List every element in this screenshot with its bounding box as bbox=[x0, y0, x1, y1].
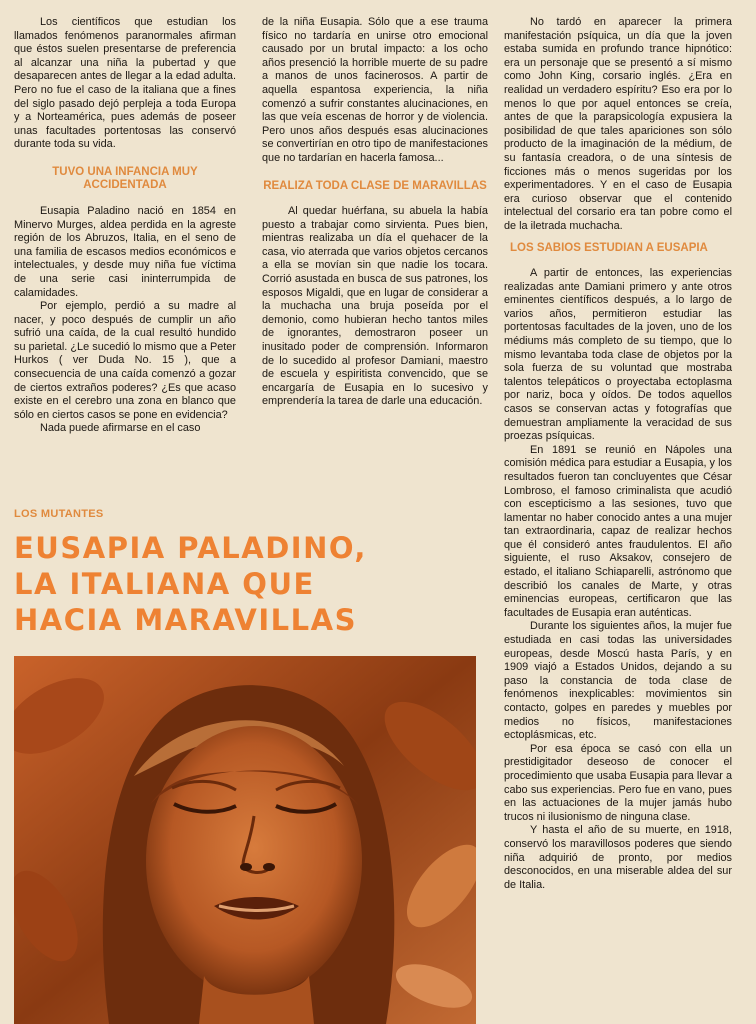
portrait-photo bbox=[14, 656, 476, 1024]
section-kicker: LOS MUTANTES bbox=[14, 508, 104, 520]
column-1 bbox=[14, 16, 236, 436]
body-paragraph: En 1891 se reunió en Nápoles una comisión médica para estudiar a Eusapia, y los resultados fueron tan concluyentes que César Lombroso, el famoso criminalista que acudió con escepticismo a las sesiones, tuvo que lamentar no haber conocido antes a una mujer tan extraordinaria, capaz de realizar hechos que él consideró antes fraudulentos. El año siguiente, el ruso Aksakov, consejero de estado, el italiano Schiaparelli, astrónomo que describió los canales de Marte, y otras eminencias europeas, certificaron que las facultades de Eusapia eran auténticas. bbox=[504, 443, 732, 619]
body-paragraph: Eusapia Paladino nació en 1854 en Minervo Murges, aldea perdida en la agreste región de los Abruzos, Italia, en el seno de una familia de escasos medios económicos e intelectuales, y desde muy niña fue víctima de una serie casi ininterrumpida de calamidades. bbox=[14, 204, 236, 299]
body-paragraph: Durante los siguientes años, la mujer fue estudiada en casi todas las universidades europeas, desde Moscú hasta París, y en 1909 viajó a Estados Unidos, dejando a su paso la constancia de toda clase de fenómenos inexplicables: movimientos sin contacto, golpes en paredes y muebles por medios no físicos, manifestaciones ectoplásmicas, etc. bbox=[504, 620, 732, 742]
column-2 bbox=[262, 16, 488, 409]
portrait-illustration bbox=[14, 656, 476, 1024]
article-headline bbox=[14, 530, 492, 638]
intro-paragraph: Los científicos que estudian los llamados fenómenos paranormales afirman que éstos suelen presentarse de preferencia al alcanzar una niña la pubertad y que desaparecen antes de llegar a la edad adulta. Pero no fue el caso de la italiana que a fines del siglo pasado dejó perpleja a toda Europa y a Norteamérica, pues además de poseer unas facultades portentosas las conservó durante toda su vida. bbox=[14, 16, 236, 151]
subheading-sabios: LOS SABIOS ESTUDIAN A EUSAPIA bbox=[510, 241, 708, 254]
subheading-infancia: TUVO UNA INFANCIA MUY ACCIDENTADA bbox=[52, 165, 198, 192]
body-paragraph: No tardó en aparecer la primera manifestación psíquica, un día que la joven estaba sumida en profundo trance hipnótico: era un personaje que se presentó a sí mismo como John King, corsario inglés. ¿Era en realidad un verdadero espíritu? Eso era por lo menos lo que por aquel entonces se creía, antes de que la parapsicología expusiera la posibilidad de que tales apariciones son sólo producto de la imaginación de la médium, de su fantasía creadora, o de una síntesis de ficciones más o menos sugeridas por los experimentadores. Y en el caso de Eusapia era curioso observar que el contenido intelectual del corsario era tan pobre como el de la iletrada muchacha. bbox=[504, 16, 732, 232]
headline-line-2: LA ITALIANA QUE bbox=[14, 567, 315, 601]
body-paragraph: Por ejemplo, perdió a su madre al nacer, y poco después de cumplir un año sufrió una caída, de la cual resultó hundido su parietal. ¿Le sucedió lo mismo que a Peter Hurkos ( ver Duda No. 15 ), que a consecuencia de una caída comenzó a gozar de ciertos extraños poderes? ¿Es que acaso existe en el cerebro una zona en blanco que sólo en ciertos casos se pone en evidencia? bbox=[14, 300, 236, 421]
body-paragraph: A partir de entonces, las experiencias realizadas ante Damiani primero y ante otros eminentes científicos después, a lo largo de varios años, permitieron estudiar las portentosas facultades de la joven, uno de los médiums más completo de su tiempo, que lo mismo levantaba toda clase de objetos por la sola fuerza de su voluntad que mostraba talentos telepáticos o proyectaba ectoplasma por nariz, boca y oídos. De todos aquellos casos se conservan actas y fotografías que demuestran ampliamente la veracidad de sus proezas psíquicas. bbox=[504, 267, 732, 443]
body-paragraph: Por esa época se casó con ella un prestidigitador deseoso de conocer el procedimiento que usaba Eusapia para llevar a cabo sus experiencias. Pero fue en vano, pues en las actuaciones de la mujer jamás hubo trucos ni ilusionismo de ninguna clase. bbox=[504, 742, 732, 823]
headline-line-1: EUSAPIA PALADINO, bbox=[14, 531, 367, 565]
headline-line-3: HACIA MARAVILLAS bbox=[14, 603, 357, 637]
column-3 bbox=[504, 16, 732, 892]
subheading-maravillas: REALIZA TODA CLASE DE MARAVILLAS bbox=[263, 179, 487, 192]
body-paragraph: de la niña Eusapia. Sólo que a ese trauma físico no tardaría en unirse otro emocional causado por un brutal impacto: a los ocho años presenció la horrible muerte de su padre a manos de unos facinerosos. A partir de aquella espantosa experiencia, la niña comenzó a sufrir constantes alucinaciones, en las que veía escenas de horror y de violencia. Pero unos años después esas alucinaciones se convertirían en otro tipo de manifestaciones que no tardarían en hacerla famosa... bbox=[262, 16, 488, 164]
body-paragraph: Y hasta el año de su muerte, en 1918, conservó los maravillosos poderes que siendo niña adquirió de pronto, por medios desconocidos, en una miserable aldea del sur de Italia. bbox=[504, 824, 732, 891]
body-paragraph: Nada puede afirmarse en el caso bbox=[40, 422, 201, 435]
body-paragraph: Al quedar huérfana, su abuela la había puesto a trabajar como sirvienta. Pues bien, mientras realizaba un día el quehacer de la casa, vio aterrada que varios objetos cercanos a ella se movían sin que nadie los tocara. Corrió asustada en busca de sus patrones, los esposos Migaldi, que en lugar de considerar a la muchacha una bruja poseída por el demonio, como hubieran hecho tantos miles de ignorantes, demostraron poseer un inusitado poder de comprensión. Informaron de lo sucedido al profesor Damiani, maestro de escuela y espiritista convencido, que se encargaría de Eusapia en lo sucesivo y emprendería la tarea de darle una educación. bbox=[262, 205, 488, 408]
